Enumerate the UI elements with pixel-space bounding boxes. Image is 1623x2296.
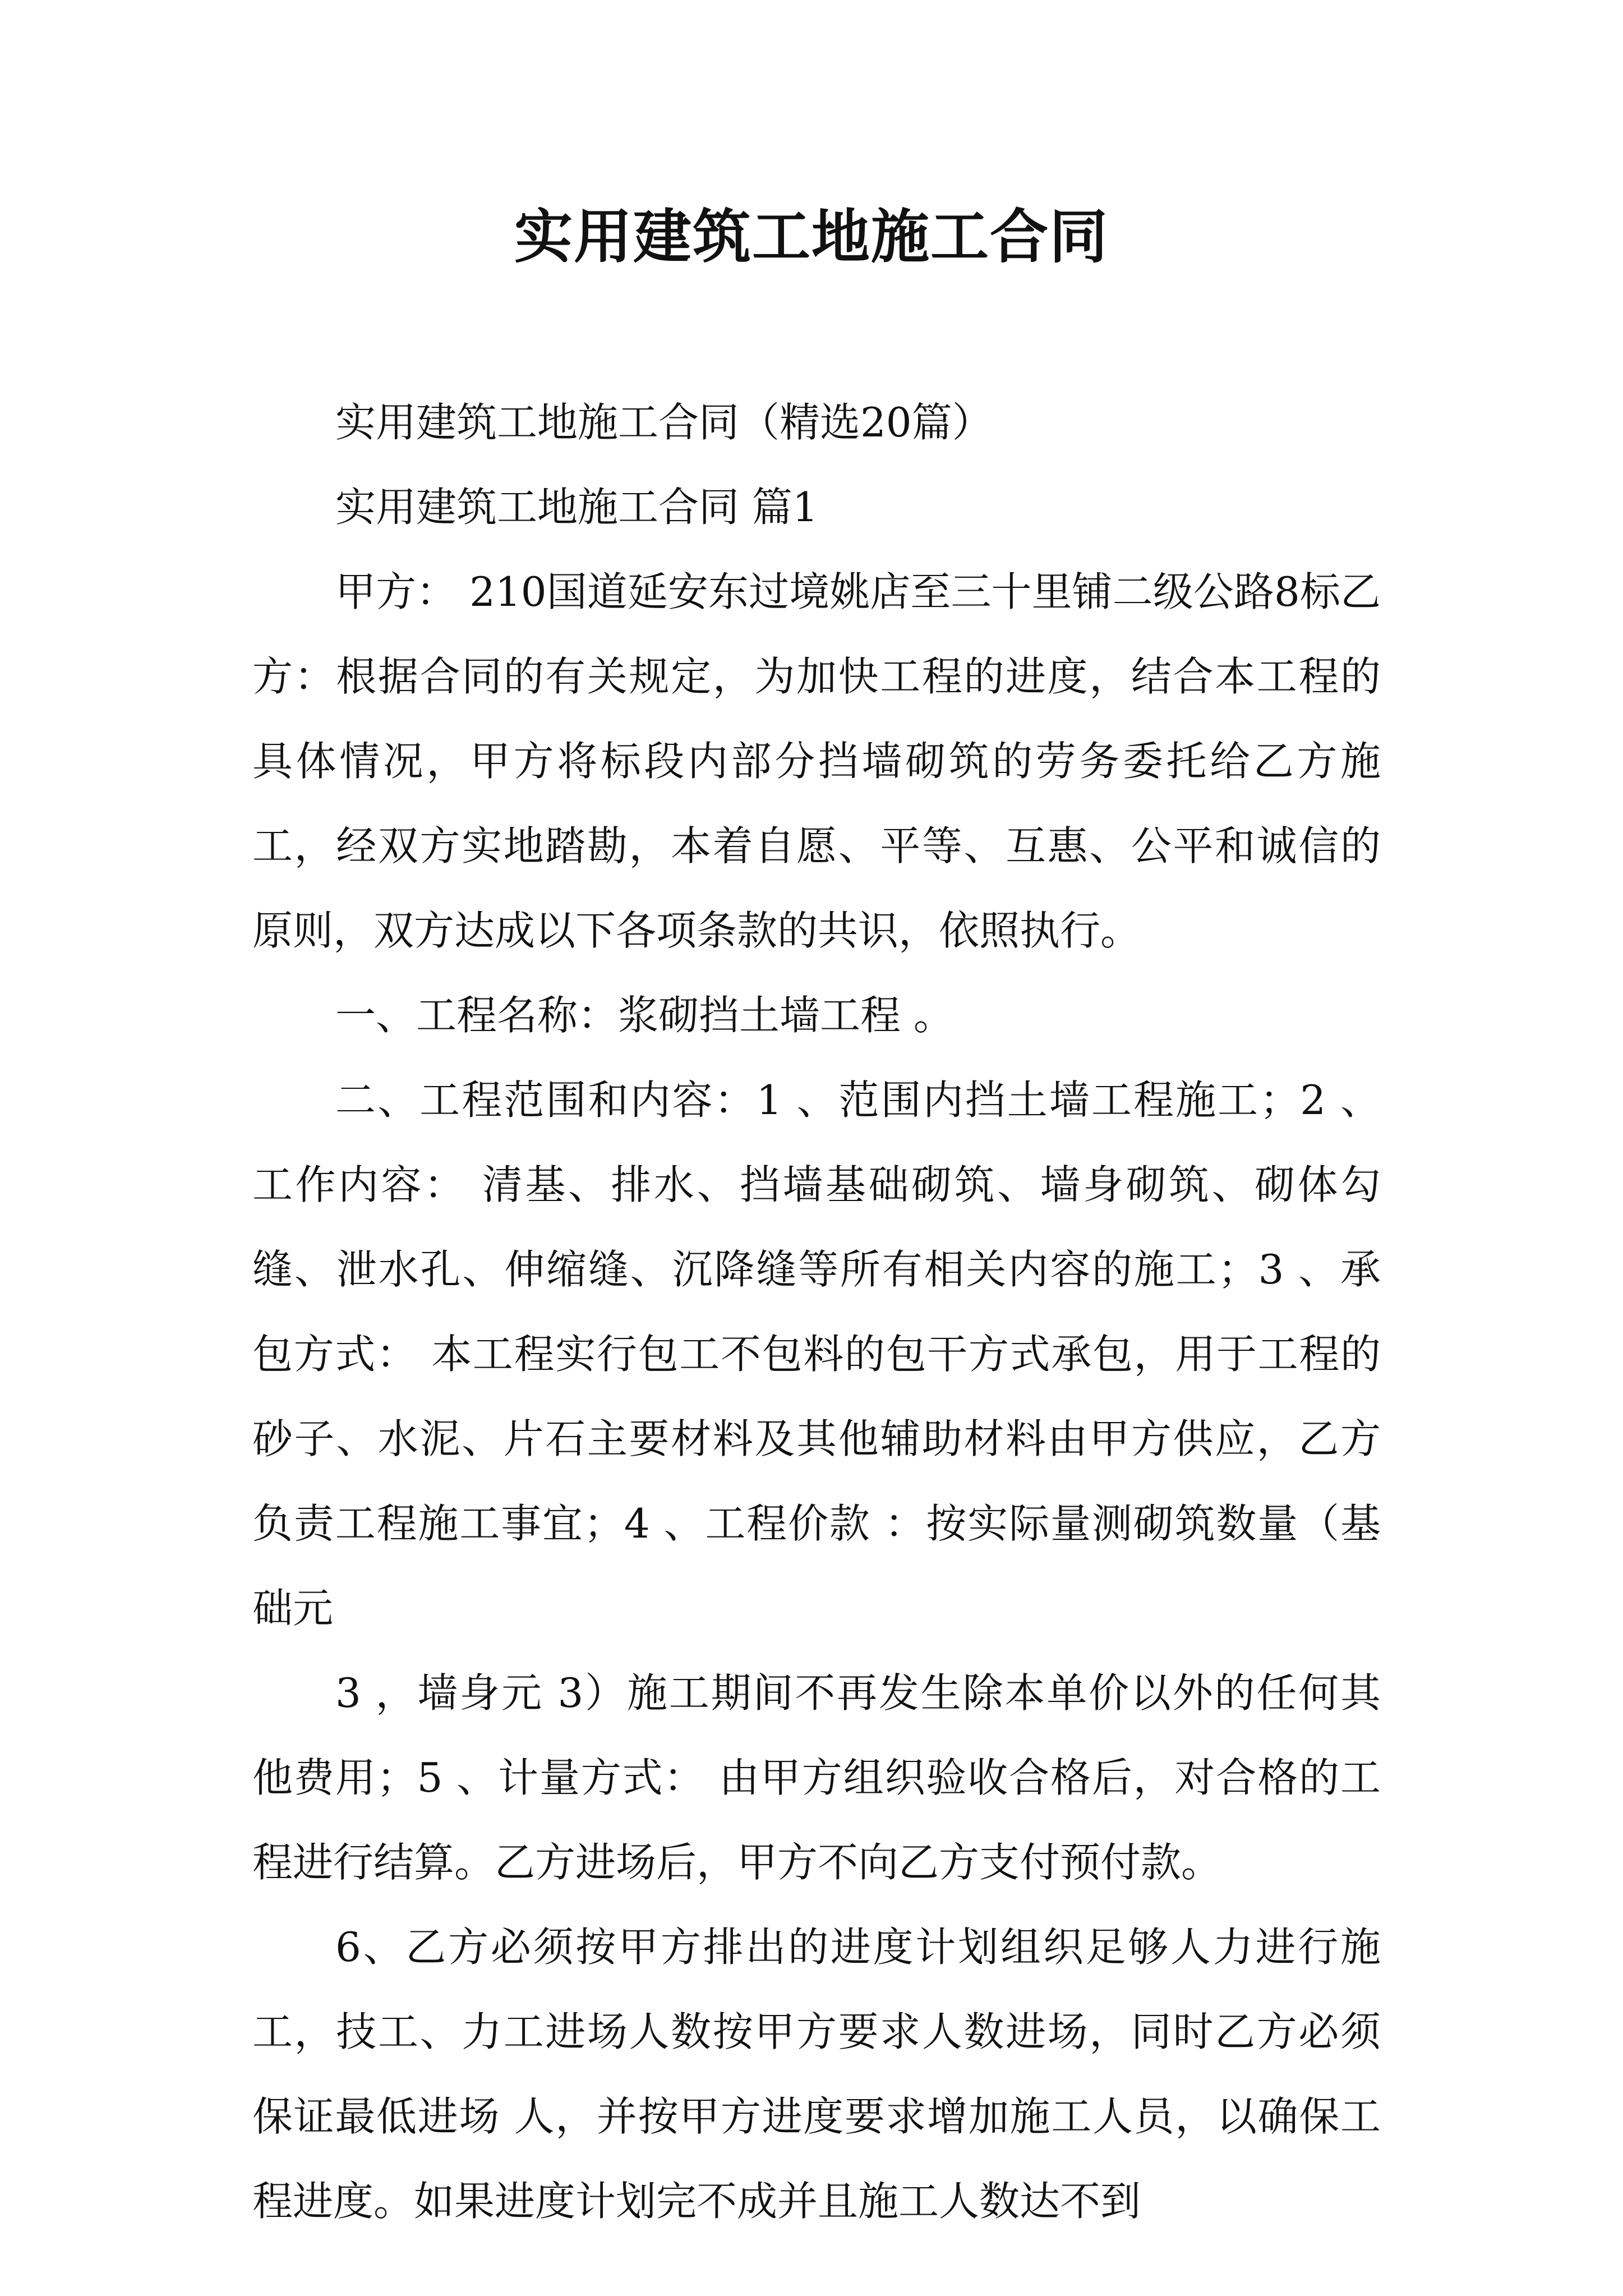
paragraph-measurement: 3 ，墙身元 3）施工期间不再发生除本单价以外的任何其他费用；5 、计量方式： 由甲方组织验收合格后，对合格的工程进行结算。乙方进场后，甲方不向乙方支付预付款。 xyxy=(252,1669,1381,1886)
paragraph-parties: 甲方： 210国道延安东过境姚店至三十里铺二级公路8标乙方：根据合同的有关规定，为加快工程的进度，结合本工程的具体情况，甲方将标段内部分挡墙砌筑的劳务委托给乙方施工，经双方实地踏勘，本着自愿、平等、互惠、公平和诚信的原则，双方达成以下各项条款的共识，依照执行。 xyxy=(252,568,1381,954)
paragraph-section-heading: 实用建筑工地施工合同 篇1 xyxy=(335,484,818,531)
paragraph-schedule: 6、乙方必须按甲方排出的进度计划组织足够人力进行施工，技工、力工进场人数按甲方要求人数进场，同时乙方必须保证最低进场 人，并按甲方进度要求增加施工人员，以确保工程进度。如果进度计划完不成并且施工人数达不到 xyxy=(252,1924,1381,2225)
document-body xyxy=(252,380,1381,2244)
paragraph-project-scope: 二、工程范围和内容：1 、范围内挡土墙工程施工；2 、工作内容： 清基、排水、挡墙基础砌筑、墙身砌筑、砌体勾缝、泄水孔、伸缩缝、沉降缝等所有相关内容的施工；3 、承包方式： 本工程实行包工不包料的包干方式承包，用于工程的砂子、水泥、片石主要材料及其他辅助材料由甲方供应，乙方负责工程施工事宜；4 、工程价款 ：按实际量测砌筑数量（基础元 xyxy=(252,1076,1381,1632)
paragraph-intro: 实用建筑工地施工合同（精选20篇） xyxy=(335,399,993,446)
paragraph-project-name: 一、工程名称：浆砌挡土墙工程 。 xyxy=(335,992,954,1039)
document-title: 实用建筑工地施工合同 xyxy=(514,202,1109,271)
